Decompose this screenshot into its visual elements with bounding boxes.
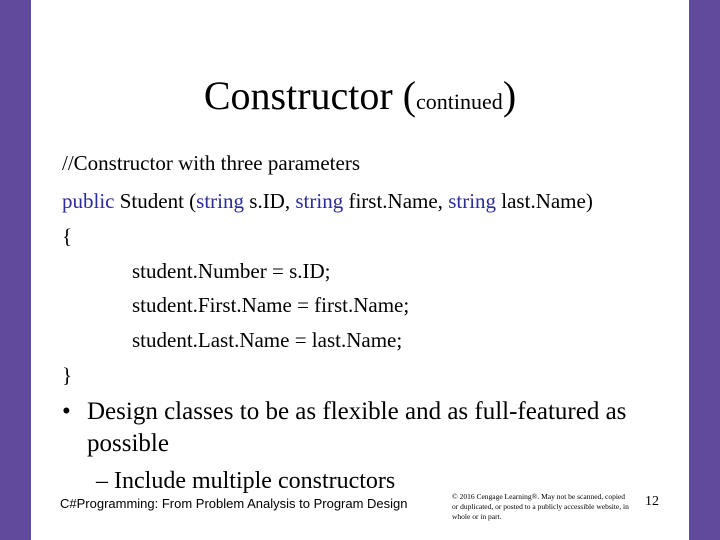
title-subtitle: continued xyxy=(416,89,503,114)
signature-part: last.Name) xyxy=(496,189,593,213)
footer-copyright: © 2016 Cengage Learning®. May not be scanned, copied or duplicated, or posted to a publicly accessible website, in whole or in part. xyxy=(452,492,629,521)
code-line: student.Number = s.ID; xyxy=(132,259,331,283)
signature-part: Student ( xyxy=(114,189,197,213)
code-open-brace: { xyxy=(62,224,73,248)
code-signature xyxy=(62,188,593,214)
code-line: student.Last.Name = last.Name; xyxy=(132,328,403,352)
bullet-icon: • xyxy=(62,398,71,425)
signature-part: first.Name, xyxy=(343,189,449,213)
footer-book-title: C#Programming: From Problem Analysis to Program Design xyxy=(60,496,408,511)
keyword-string: string xyxy=(196,189,245,213)
title-close-paren: ) xyxy=(502,73,517,118)
left-side-bar xyxy=(0,0,31,540)
page-number: 12 xyxy=(645,494,659,509)
signature-part: s.ID, xyxy=(244,189,296,213)
code-close-brace: } xyxy=(62,363,73,387)
sub-bullet-item: – Include multiple constructors xyxy=(96,468,396,494)
keyword-public: public xyxy=(62,189,115,213)
keyword-string: string xyxy=(448,189,497,213)
code-line: student.First.Name = first.Name; xyxy=(132,293,410,317)
code-comment: //Constructor with three parameters xyxy=(62,151,360,175)
bullet-text: Design classes to be as flexible and as full-featured as possible xyxy=(87,398,627,457)
slide-title xyxy=(31,70,689,128)
title-main: Constructor ( xyxy=(203,73,417,118)
keyword-string: string xyxy=(295,189,344,213)
